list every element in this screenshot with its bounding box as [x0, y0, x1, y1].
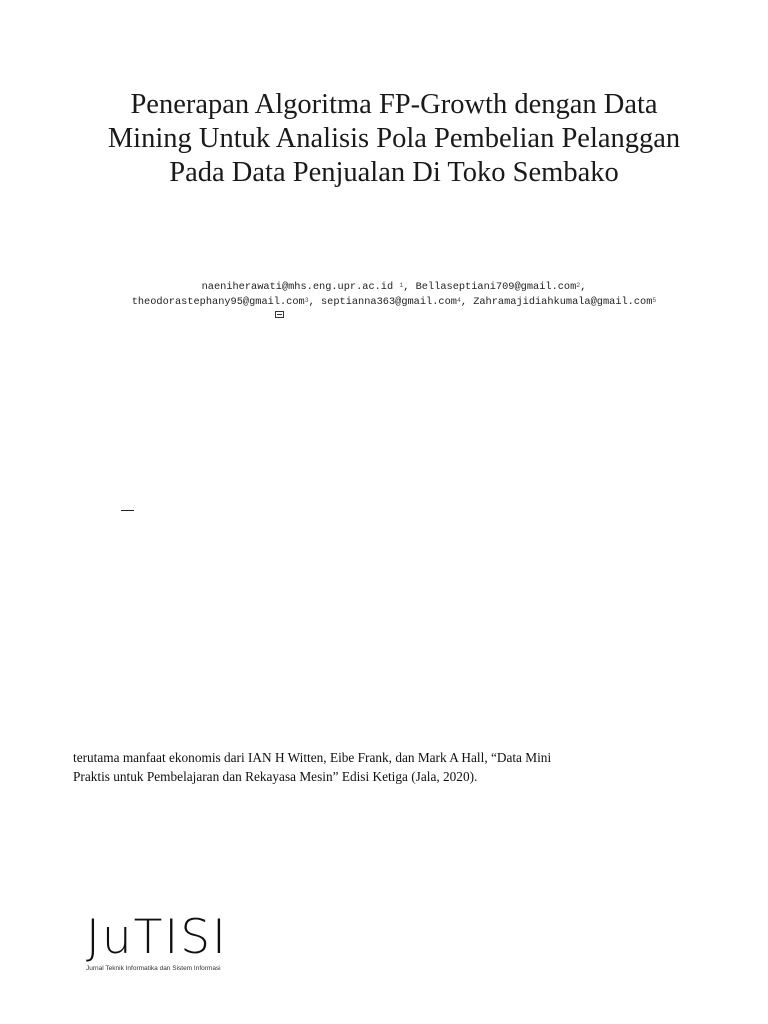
author-emails-line-2: theodorastephany95@gmail.com$^3$, septianna363@gmail.com$^4$, Zahramajidiahkumala@gmail.com$^5$	[131, 296, 657, 308]
body-line: Praktis untuk Pembelajaran dan Rekayasa Mesin” Edisi Ketiga (Jala, 2020).	[73, 769, 478, 784]
title-line: Penerapan Algoritma FP-Growth dengan Data	[130, 89, 658, 120]
author-sup-3: 3	[304, 297, 309, 304]
author-email-3[interactable]: theodorastephany95@gmail.com	[131, 296, 305, 308]
author-email-1[interactable]: naeniherawati@mhs.eng.upr.ac.id	[201, 281, 394, 293]
body-line: terutama manfaat ekonomis dari IAN H Witten, Eibe Frank, dan Mark A Hall, “Data Mini	[73, 750, 552, 765]
divider-dash	[121, 510, 134, 511]
author-email-2[interactable]: Bellaseptiani709@gmail.com	[415, 281, 577, 293]
envelope-icon	[275, 311, 284, 318]
logo-tagline: Jurnal Teknik Informatika dan Sistem Informasi	[86, 965, 221, 972]
author-email-4[interactable]: septianna363@gmail.com	[320, 296, 457, 308]
paper-title	[40, 88, 748, 190]
author-sup-4: 4	[456, 297, 461, 304]
logo-wordmark: JuTISI	[86, 910, 228, 965]
author-sup-5: 5	[652, 297, 657, 304]
title-line: Mining Untuk Analisis Pola Pembelian Pelanggan	[107, 123, 681, 154]
body-paragraph	[73, 748, 713, 786]
author-email-5[interactable]: Zahramajidiahkumala@gmail.com	[473, 296, 653, 308]
journal-logo	[86, 912, 286, 973]
author-sup-1: 1	[399, 282, 404, 289]
author-emails	[60, 280, 728, 310]
author-sup-2: 2	[576, 282, 581, 289]
author-emails-line-1: naeniherawati@mhs.eng.upr.ac.id $^1$, Bellaseptiani709@gmail.com$^2$,	[201, 281, 587, 293]
title-line: Pada Data Penjualan Di Toko Sembako	[169, 157, 619, 188]
